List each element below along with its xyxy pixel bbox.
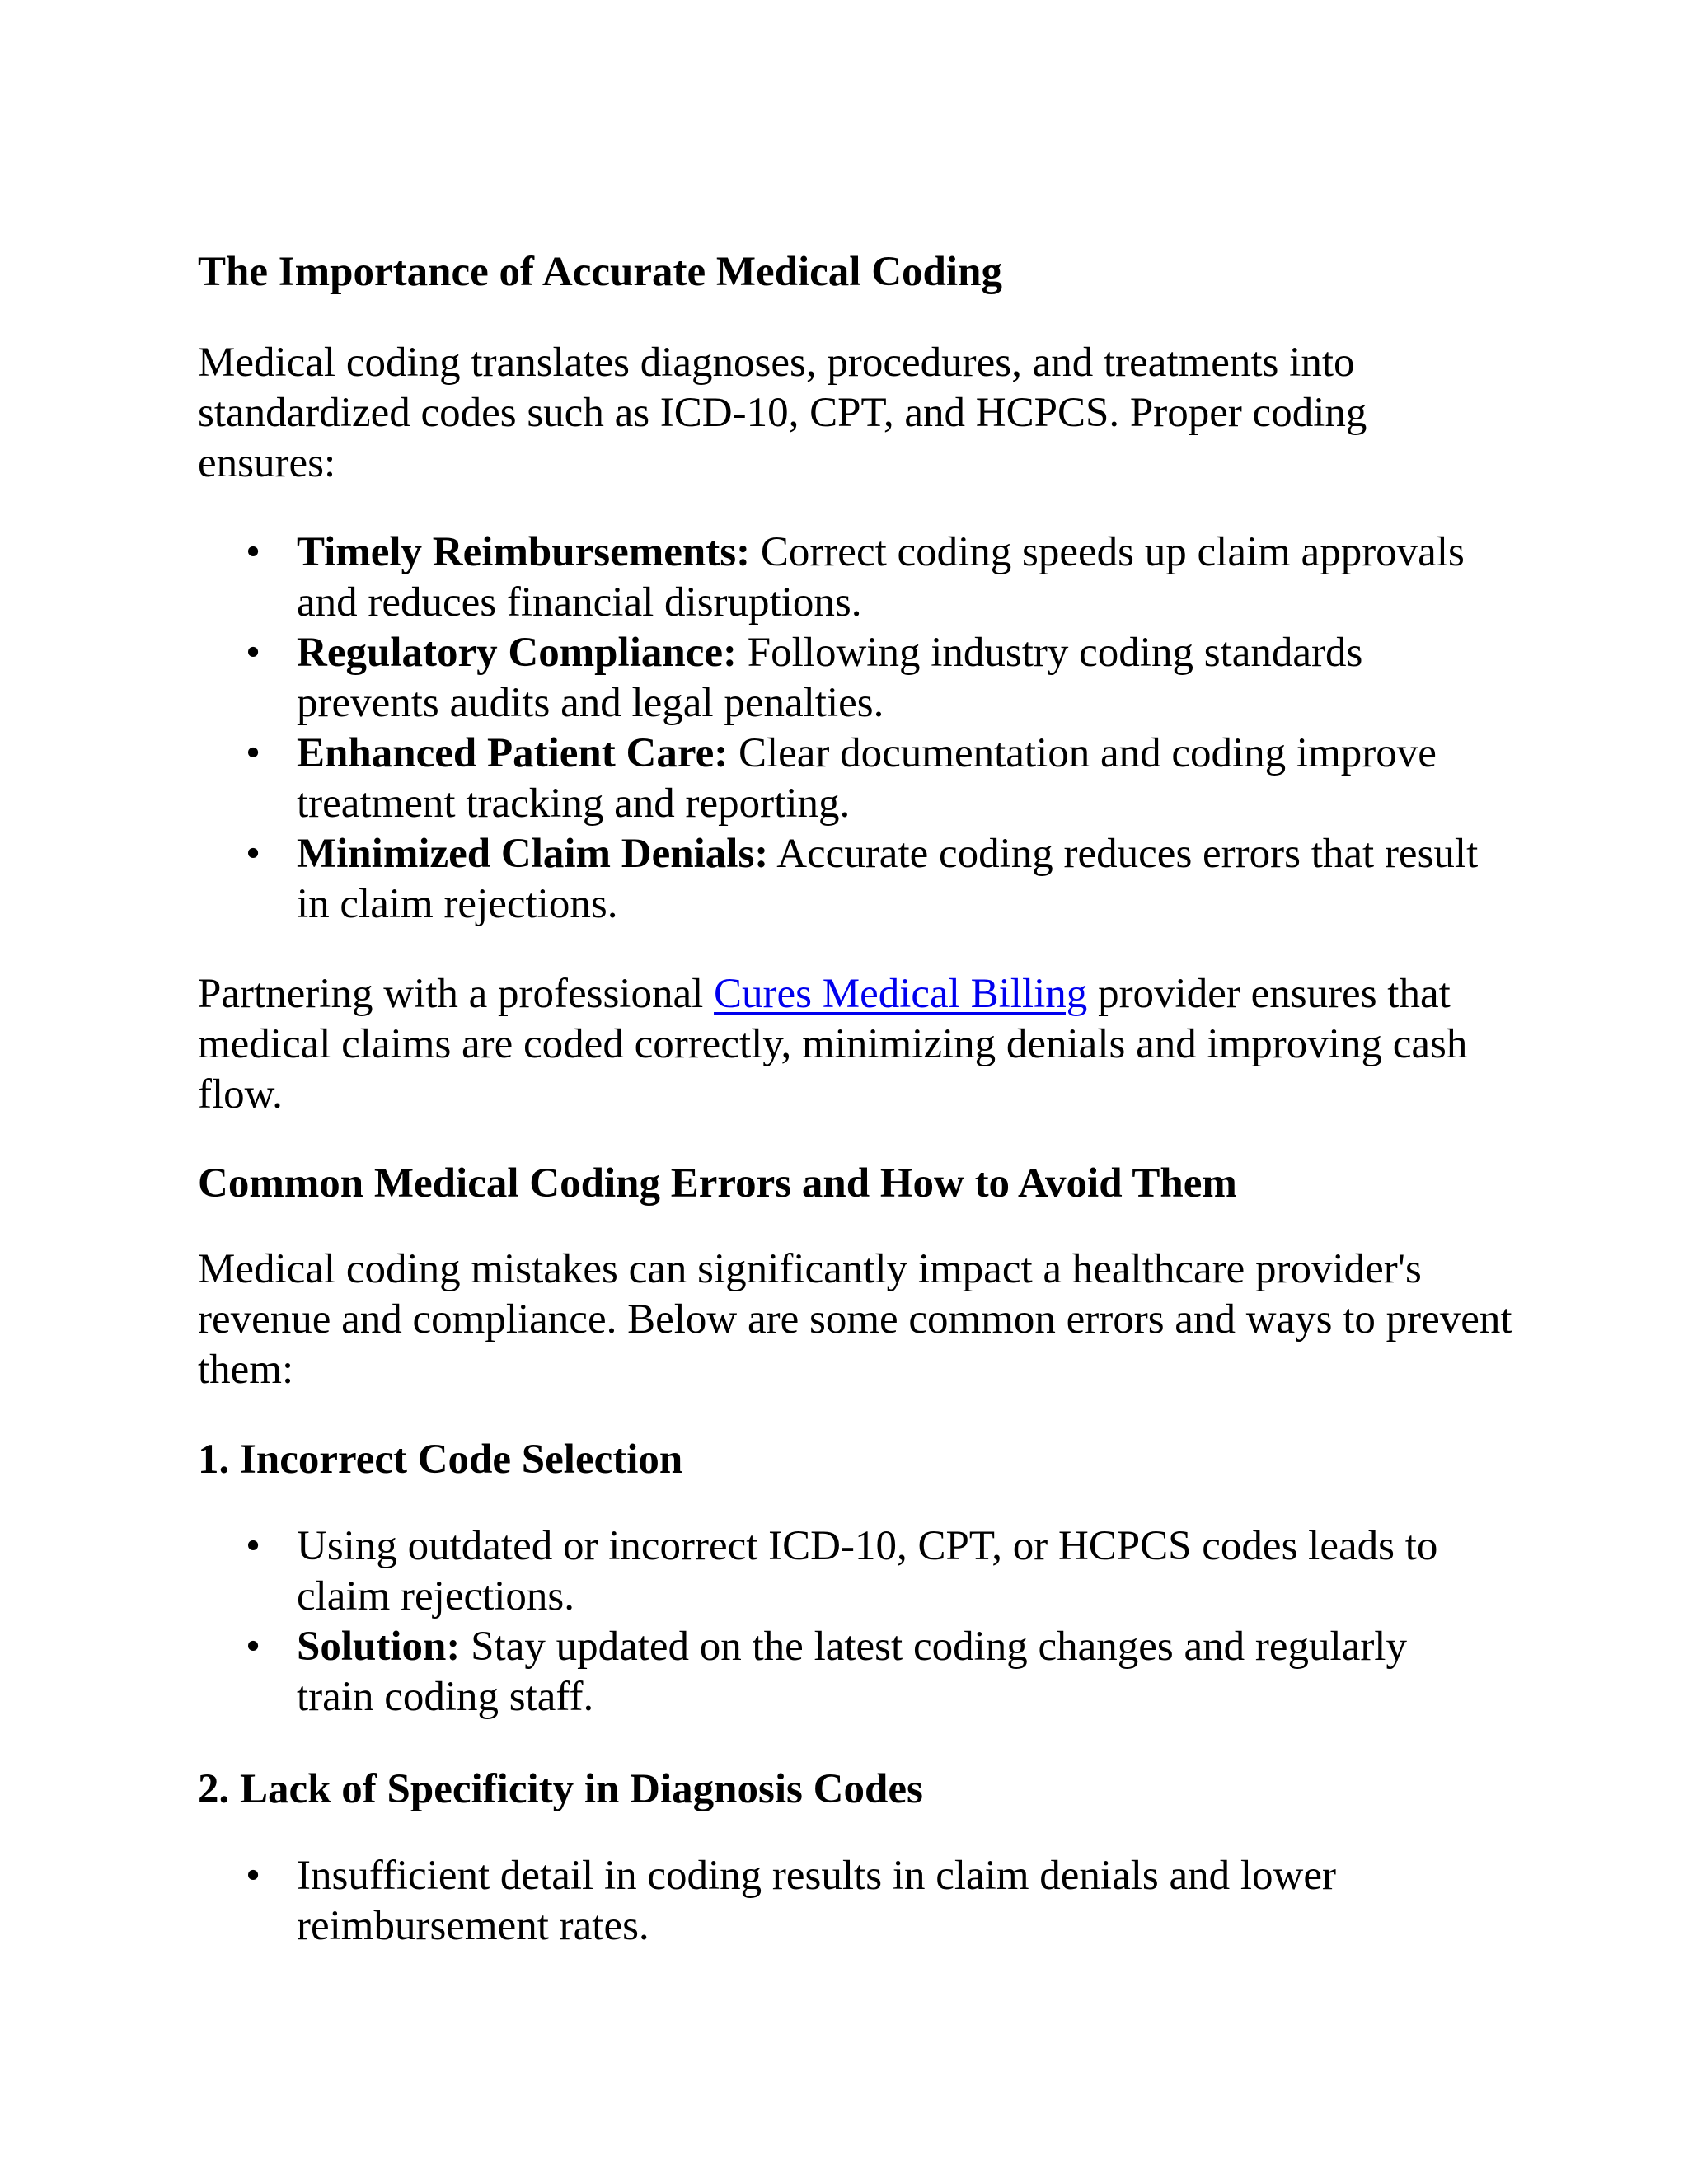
partner-paragraph bbox=[198, 969, 1484, 1120]
bullet-icon: • bbox=[246, 630, 260, 676]
incorrect-code-list bbox=[198, 1521, 1484, 1722]
cures-medical-billing-link[interactable]: Cures Medical Billing bbox=[714, 971, 1088, 1017]
bullet-icon: • bbox=[246, 529, 260, 575]
heading-incorrect-code-selection: 1. Incorrect Code Selection bbox=[198, 1436, 683, 1483]
heading-importance: The Importance of Accurate Medical Coding bbox=[198, 249, 1002, 295]
list-item bbox=[198, 1851, 1484, 1952]
partner-text-before: Partnering with a professional bbox=[198, 971, 715, 1017]
list-item-text: Following industry coding standards prevents audits and legal penalties. bbox=[297, 630, 1363, 726]
partner-text-after: provider ensures that medical claims are coded correctly, minimizing denials and improving cash flow. bbox=[198, 971, 1468, 1118]
list-item-bold: Enhanced Patient Care: bbox=[297, 730, 729, 776]
list-item-text: Insufficient detail in coding results in claim denials and lower reimbursement rates. bbox=[297, 1853, 1336, 1949]
list-item-text: Accurate coding reduces errors that result in claim rejections. bbox=[297, 831, 1479, 927]
specificity-list bbox=[198, 1851, 1484, 1952]
bullet-icon: • bbox=[246, 831, 260, 877]
list-item bbox=[198, 829, 1484, 930]
list-item-bold: Regulatory Compliance: bbox=[297, 630, 738, 676]
list-item-bold: Solution: bbox=[297, 1624, 461, 1670]
list-item-text: Stay updated on the latest coding changes and regularly train coding staff. bbox=[297, 1624, 1407, 1720]
list-item-text: Clear documentation and coding improve treatment tracking and reporting. bbox=[297, 730, 1437, 827]
heading-lack-of-specificity: 2. Lack of Specificity in Diagnosis Codes bbox=[198, 1766, 923, 1812]
list-item-bold: Timely Reimbursements: bbox=[297, 529, 751, 575]
importance-list bbox=[198, 527, 1484, 930]
list-item-bold: Minimized Claim Denials: bbox=[297, 831, 769, 877]
list-item bbox=[198, 729, 1484, 829]
list-item-text: Using outdated or incorrect ICD-10, CPT, or HCPCS codes leads to claim rejections. bbox=[297, 1523, 1438, 1619]
bullet-icon: • bbox=[246, 1523, 260, 1569]
heading-common-errors: Common Medical Coding Errors and How to Avoid Them bbox=[198, 1160, 1237, 1207]
importance-intro-paragraph: Medical coding translates diagnoses, procedures, and treatments into standardized codes such as ICD-10, CPT, and HCPCS. Proper coding ensures: bbox=[198, 340, 1367, 486]
list-item bbox=[198, 1521, 1484, 1622]
bullet-icon: • bbox=[246, 1853, 260, 1899]
list-item-text: Correct coding speeds up claim approvals and reduces financial disruptions. bbox=[297, 529, 1465, 626]
list-item bbox=[198, 1622, 1484, 1722]
list-item bbox=[198, 527, 1484, 628]
list-item bbox=[198, 628, 1484, 729]
bullet-icon: • bbox=[246, 1624, 260, 1670]
errors-intro-paragraph: Medical coding mistakes can significantly impact a healthcare provider's revenue and compliance. Below are some common errors and ways to prevent them: bbox=[198, 1246, 1512, 1393]
bullet-icon: • bbox=[246, 730, 260, 776]
